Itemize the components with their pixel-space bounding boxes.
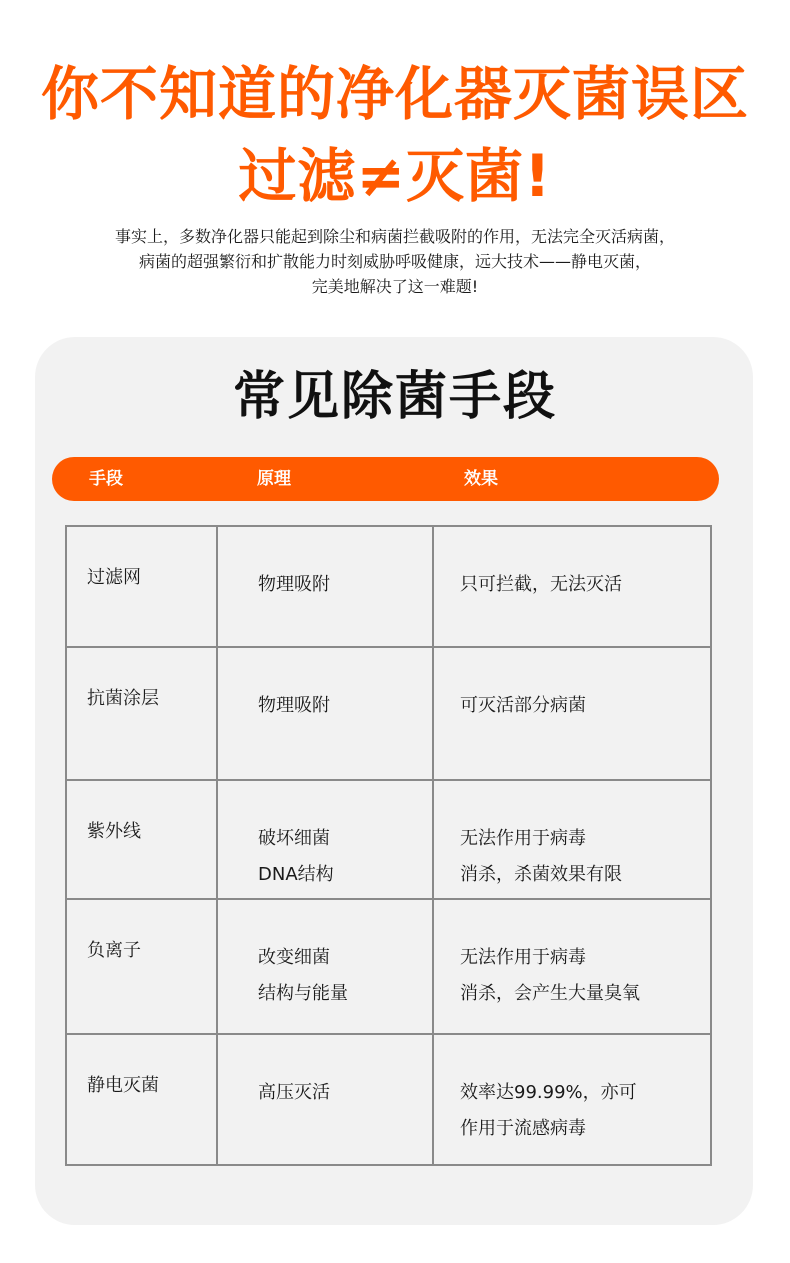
header-method: 手段 (89, 469, 123, 489)
method-cell: 静电灭菌 (66, 1034, 217, 1165)
headline-subtitle: 过滤≠灭菌! (238, 142, 552, 210)
intro-line: 完美地解决了这一难题! (311, 277, 479, 296)
method-cell: 抗菌涂层 (66, 647, 217, 780)
effect-cell: 效率达99.99%，亦可 作用于流感病毒 (433, 1034, 711, 1165)
method-cell: 负离子 (66, 899, 217, 1034)
principle-cell: 高压灭活 (217, 1034, 433, 1165)
table-header-bar (52, 457, 719, 501)
headline-title: 你不知道的净化器灭菌误区 (40, 60, 749, 128)
table-row (66, 1034, 711, 1165)
principle-cell: 改变细菌 结构与能量 (217, 899, 433, 1034)
principle-cell: 物理吸附 (217, 526, 433, 647)
table-row (66, 780, 711, 899)
header-effect: 效果 (464, 469, 498, 489)
table-row (66, 899, 711, 1034)
table-row (66, 526, 711, 647)
method-cell: 紫外线 (66, 780, 217, 899)
effect-cell: 无法作用于病毒 消杀，会产生大量臭氧 (433, 899, 711, 1034)
effect-cell: 无法作用于病毒 消杀，杀菌效果有限 (433, 780, 711, 899)
intro-line: 病菌的超强繁衍和扩散能力时刻威胁呼吸健康，远大技术——静电灭菌， (138, 252, 651, 271)
section-title: 常见除菌手段 (232, 367, 557, 427)
methods-table (65, 525, 712, 1166)
method-cell: 过滤网 (66, 526, 217, 647)
effect-cell: 只可拦截，无法灭活 (433, 526, 711, 647)
principle-cell: 物理吸附 (217, 647, 433, 780)
principle-cell: 破坏细菌 DNA结构 (217, 780, 433, 899)
intro-line: 事实上，多数净化器只能起到除尘和病菌拦截吸附的作用，无法完全灭活病菌， (114, 227, 675, 246)
header-principle: 原理 (257, 469, 291, 489)
table-row (66, 647, 711, 780)
effect-cell: 可灭活部分病菌 (433, 647, 711, 780)
intro-paragraph (0, 224, 790, 299)
